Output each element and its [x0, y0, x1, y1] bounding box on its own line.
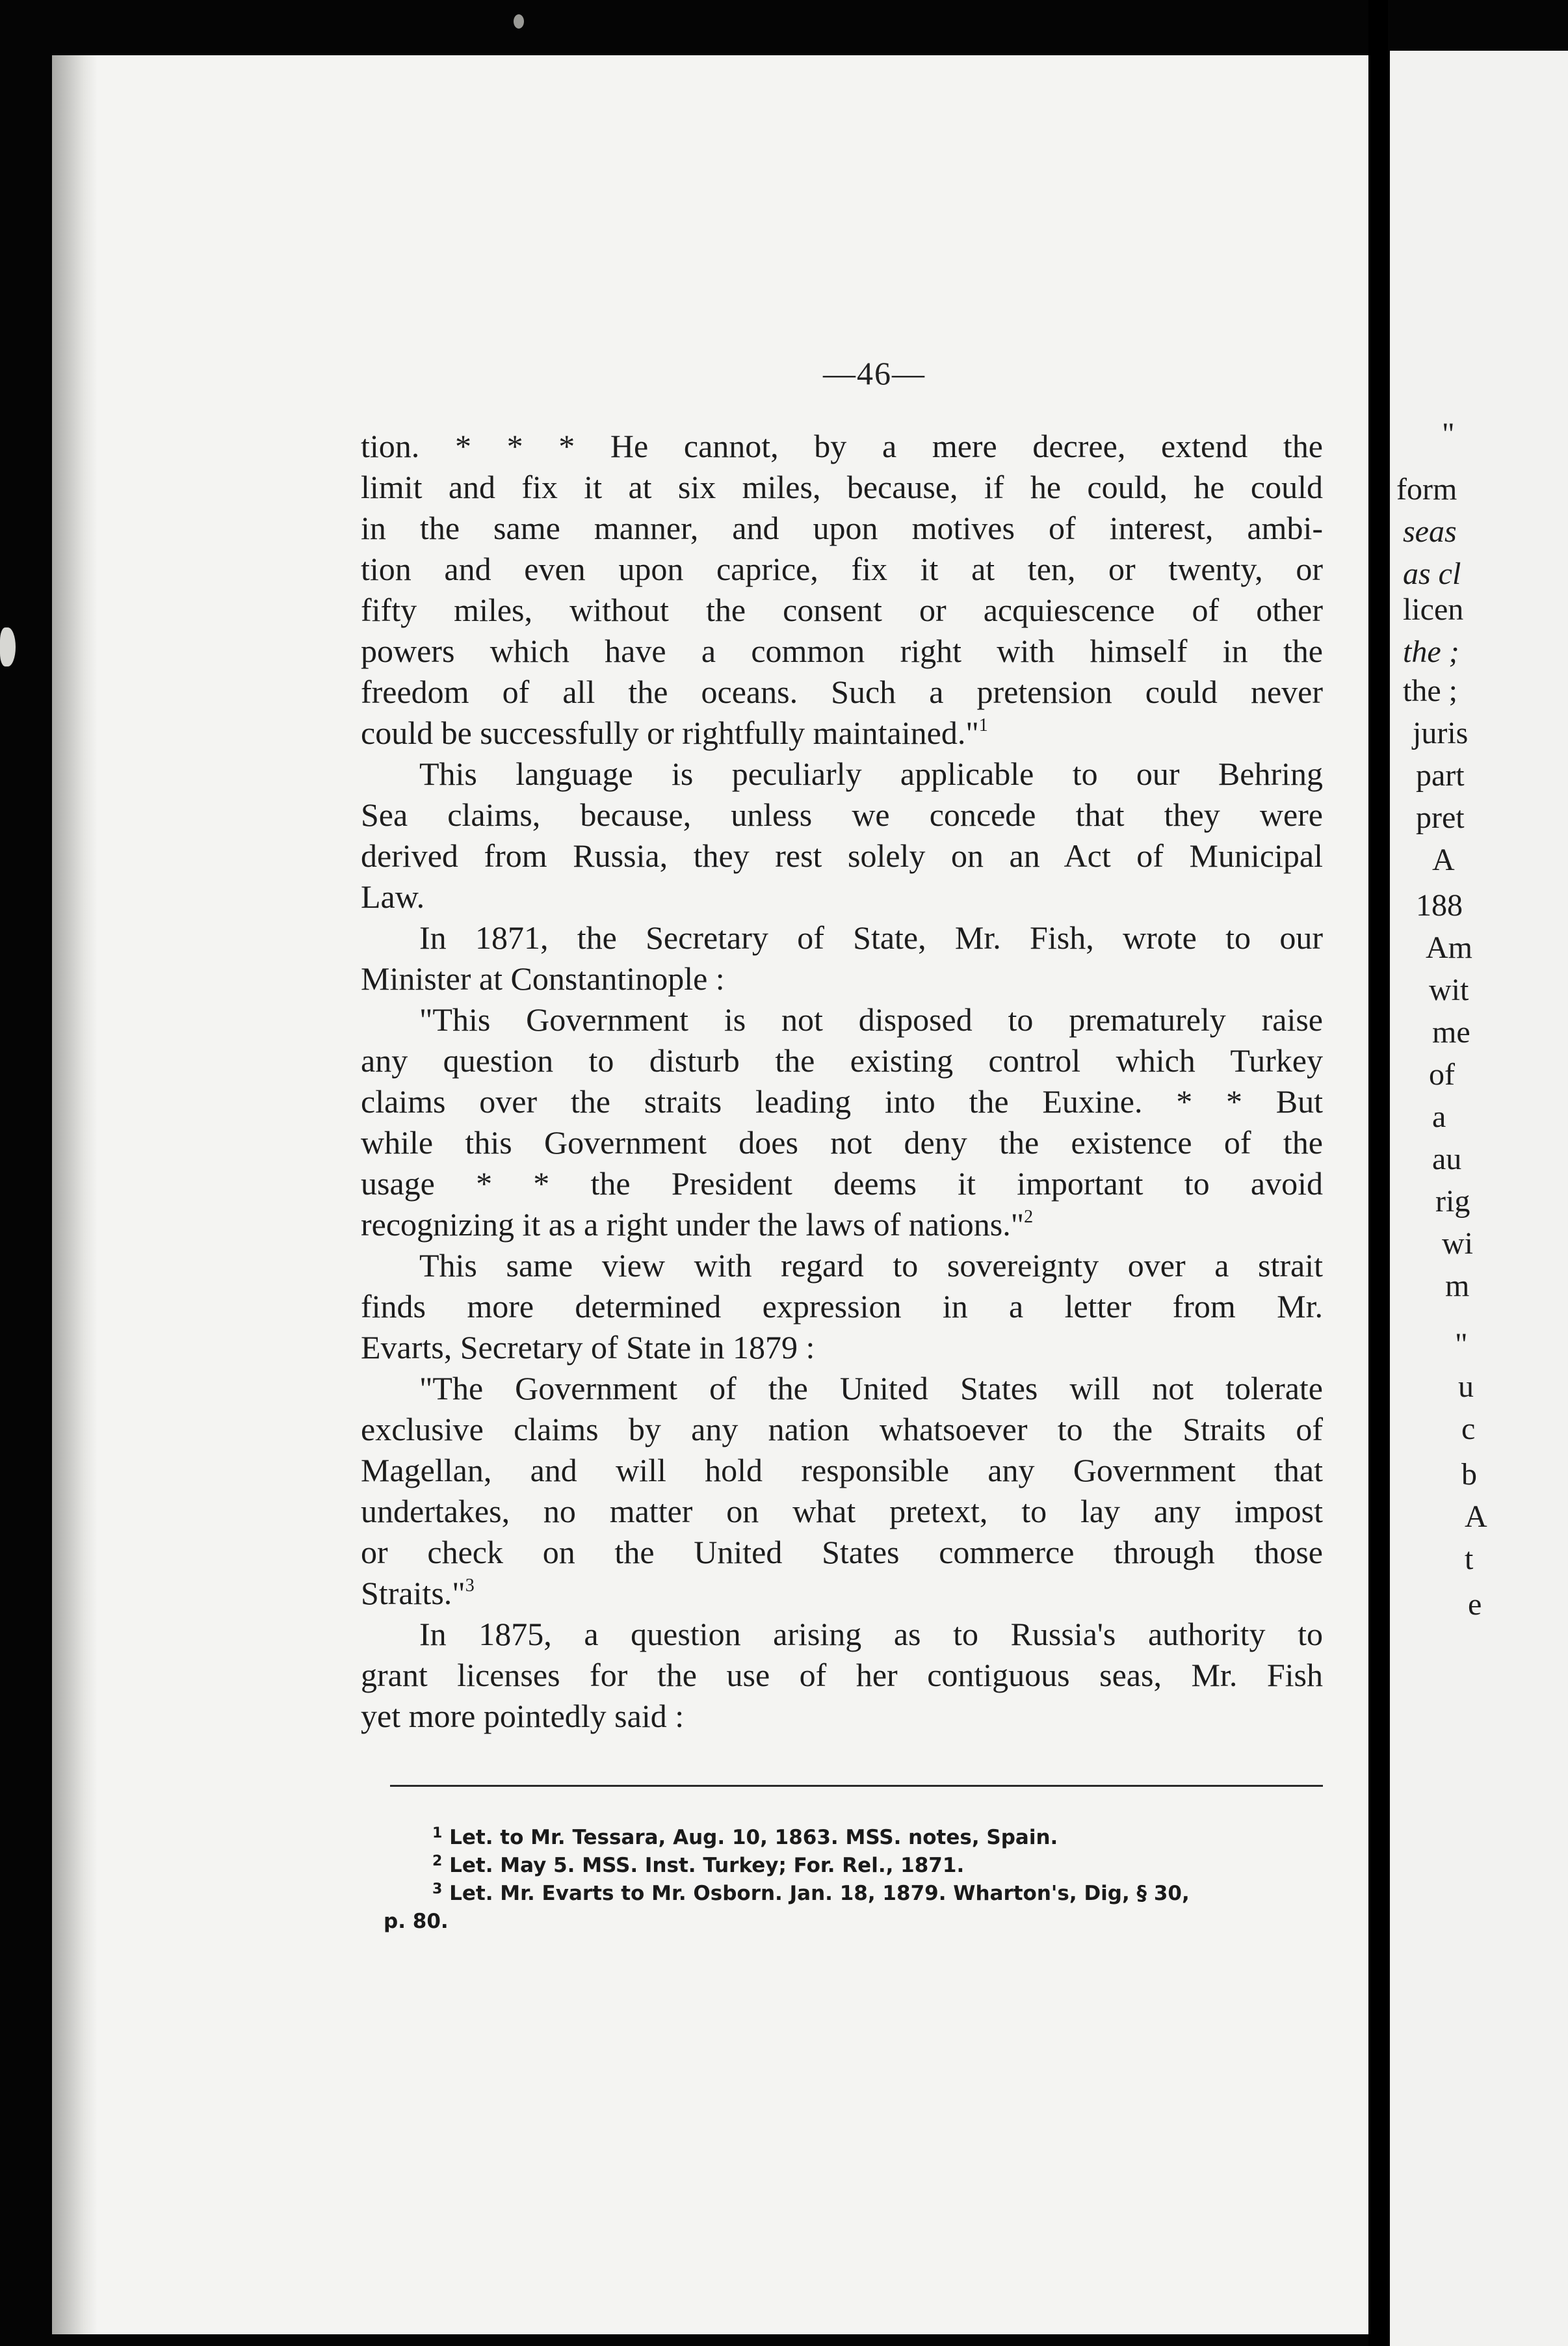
body-line-text: fifty miles, without the consent or acquiescence of other: [361, 592, 1323, 628]
body-line: [361, 754, 1323, 795]
right-page-fragment: seas: [1403, 514, 1457, 549]
footnote: [384, 1908, 1326, 1936]
footnote-rule: [390, 1785, 1323, 1787]
body-line-text: Evarts, Secretary of State in 1879 :: [361, 1329, 815, 1365]
body-line: [361, 508, 1323, 549]
body-line-text: freedom of all the oceans. Such a pretension could never: [361, 674, 1323, 710]
speck-left-edge: [0, 627, 16, 666]
right-page-fragment: licen: [1403, 592, 1464, 627]
body-line-text: tion. * * * He cannot, by a mere decree, extend the: [361, 428, 1323, 464]
right-page-fragment: A: [1465, 1499, 1487, 1534]
footnote-mark: 3: [432, 1881, 443, 1897]
body-line: [361, 795, 1323, 836]
body-line-text: claims over the straits leading into the Euxine. * * But: [361, 1083, 1323, 1120]
body-line: [361, 1614, 1323, 1655]
right-page-fragment: e: [1468, 1587, 1482, 1622]
right-page-fragment: the ;: [1403, 635, 1459, 669]
body-line: [361, 1081, 1323, 1122]
right-page-fragment: juris: [1413, 716, 1469, 750]
body-line-text: powers which have a common right with himself in the: [361, 633, 1323, 669]
right-page-fragment: form: [1396, 472, 1457, 507]
footnote: [384, 1824, 1326, 1852]
body-line: [361, 1696, 1323, 1737]
body-line: [361, 672, 1323, 713]
body-line-text: grant licenses for the use of her contiguous seas, Mr. Fish: [361, 1657, 1323, 1693]
right-page-fragment: the ;: [1403, 674, 1457, 708]
body-line: [361, 958, 1323, 999]
body-line-text: could be successfully or rightfully maintained.": [361, 715, 979, 751]
body-line: [361, 836, 1323, 876]
body-line-text: Sea claims, because, unless we concede that they were: [361, 797, 1323, 833]
body-line-text: Magellan, and will hold responsible any Government that: [361, 1452, 1323, 1488]
footnote-reference: 3: [465, 1575, 475, 1596]
body-line: [361, 1163, 1323, 1204]
footnotes: [384, 1824, 1326, 1936]
body-line-text: in the same manner, and upon motives of interest, ambi-: [361, 510, 1323, 546]
body-line-text: This language is peculiarly applicable to our Behring: [419, 756, 1323, 792]
right-page-fragment: 188: [1416, 888, 1463, 923]
spine-shadow: [52, 55, 98, 2334]
body-text: [361, 426, 1323, 1737]
body-line-text: derived from Russia, they rest solely on an Act of Municipal: [361, 837, 1323, 874]
right-page-fragment: au: [1432, 1142, 1462, 1176]
body-line-text: "The Government of the United States will not tolerate: [419, 1370, 1323, 1406]
body-line: [361, 549, 1323, 590]
body-line-text: limit and fix it at six miles, because, if he could, he could: [361, 469, 1323, 505]
body-line-text: undertakes, no matter on what pretext, to lay any impost: [361, 1493, 1323, 1529]
right-page-fragment: part: [1416, 758, 1465, 793]
body-line-text: tion and even upon caprice, fix it at ten, or twenty, or: [361, 551, 1323, 587]
body-line: [361, 876, 1323, 917]
right-page: [1390, 51, 1568, 2346]
body-line: [361, 1450, 1323, 1491]
body-line: [361, 1245, 1323, 1286]
body-line-text: usage * * the President deems it important to avoid: [361, 1165, 1323, 1202]
body-line-text: any question to disturb the existing control which Turkey: [361, 1042, 1323, 1079]
body-line: [361, 1040, 1323, 1081]
right-page-fragment: b: [1461, 1457, 1477, 1492]
body-line-text: Law.: [361, 878, 425, 915]
body-line-text: This same view with regard to sovereignty over a strait: [419, 1247, 1323, 1284]
footnote: [384, 1852, 1326, 1880]
body-line-text: "This Government is not disposed to prematurely raise: [419, 1001, 1323, 1038]
body-line-text: finds more determined expression in a letter from Mr.: [361, 1288, 1323, 1325]
body-line: [361, 1204, 1323, 1245]
body-line: [361, 1655, 1323, 1696]
footnote-mark: 2: [432, 1853, 443, 1869]
right-page-fragment: Am: [1426, 930, 1472, 965]
body-line: [361, 631, 1323, 672]
body-line-text: In 1871, the Secretary of State, Mr. Fish, wrote to our: [419, 919, 1323, 956]
body-line-text: yet more pointedly said :: [361, 1698, 685, 1734]
body-line: [361, 999, 1323, 1040]
footnote-text: Let. to Mr. Tessara, Aug. 10, 1863. MSS. notes, Spain.: [442, 1826, 1058, 1849]
body-line-text: Minister at Constantinople :: [361, 960, 725, 997]
body-line-text: recognizing it as a right under the laws of nations.": [361, 1206, 1025, 1243]
footnote-text: p. 80.: [384, 1910, 449, 1933]
footnote-reference: 2: [1024, 1207, 1034, 1227]
right-page-fragment: wi: [1442, 1226, 1473, 1261]
right-page-fragment: c: [1461, 1412, 1476, 1446]
body-line: [361, 1122, 1323, 1163]
right-page-fragment: t: [1465, 1542, 1474, 1576]
body-line-text: exclusive claims by any nation whatsoever to the Straits of: [361, 1411, 1323, 1447]
right-page-fragment: ": [1455, 1327, 1468, 1362]
right-page-fragment: ": [1442, 417, 1455, 451]
right-page-fragment: as cl: [1403, 557, 1461, 591]
body-line: [361, 1491, 1323, 1532]
right-page-fragment: pret: [1416, 800, 1465, 835]
right-page-fragment: u: [1458, 1369, 1474, 1404]
body-line: [361, 1532, 1323, 1573]
body-line: [361, 1573, 1323, 1614]
body-line: [361, 1327, 1323, 1368]
right-page-fragment: of: [1429, 1057, 1455, 1092]
body-line-text: or check on the United States commerce through those: [361, 1534, 1323, 1570]
body-line: [361, 426, 1323, 467]
book-gutter: [1368, 0, 1388, 2346]
right-page-fragment: A: [1432, 843, 1455, 877]
body-line: [361, 1368, 1323, 1409]
footnote: [384, 1880, 1326, 1908]
body-line: [361, 1409, 1323, 1450]
body-line: [361, 917, 1323, 958]
footnote-reference: 1: [978, 715, 988, 735]
footnote-mark: 1: [432, 1825, 443, 1841]
right-page-fragment: a: [1432, 1100, 1446, 1134]
body-line: [361, 1286, 1323, 1327]
body-line: [361, 590, 1323, 631]
footnote-text: Let. Mr. Evarts to Mr. Osborn. Jan. 18, 1879. Wharton's, Dig, § 30,: [442, 1882, 1190, 1905]
right-page-fragment: me: [1432, 1015, 1470, 1049]
footnote-text: Let. May 5. MSS. Inst. Turkey; For. Rel., 1871.: [442, 1854, 965, 1877]
body-line-text: while this Government does not deny the existence of the: [361, 1124, 1323, 1161]
speck-top: [514, 14, 524, 29]
body-line: [361, 713, 1323, 754]
body-line-text: In 1875, a question arising as to Russia's authority to: [419, 1616, 1323, 1652]
right-page-fragment: rig: [1435, 1184, 1470, 1219]
body-line: [361, 467, 1323, 508]
body-line-text: Straits.": [361, 1575, 465, 1611]
right-page-fragment: m: [1445, 1269, 1470, 1303]
right-page-fragment: wit: [1429, 973, 1469, 1007]
page-number: —46—: [823, 355, 926, 391]
